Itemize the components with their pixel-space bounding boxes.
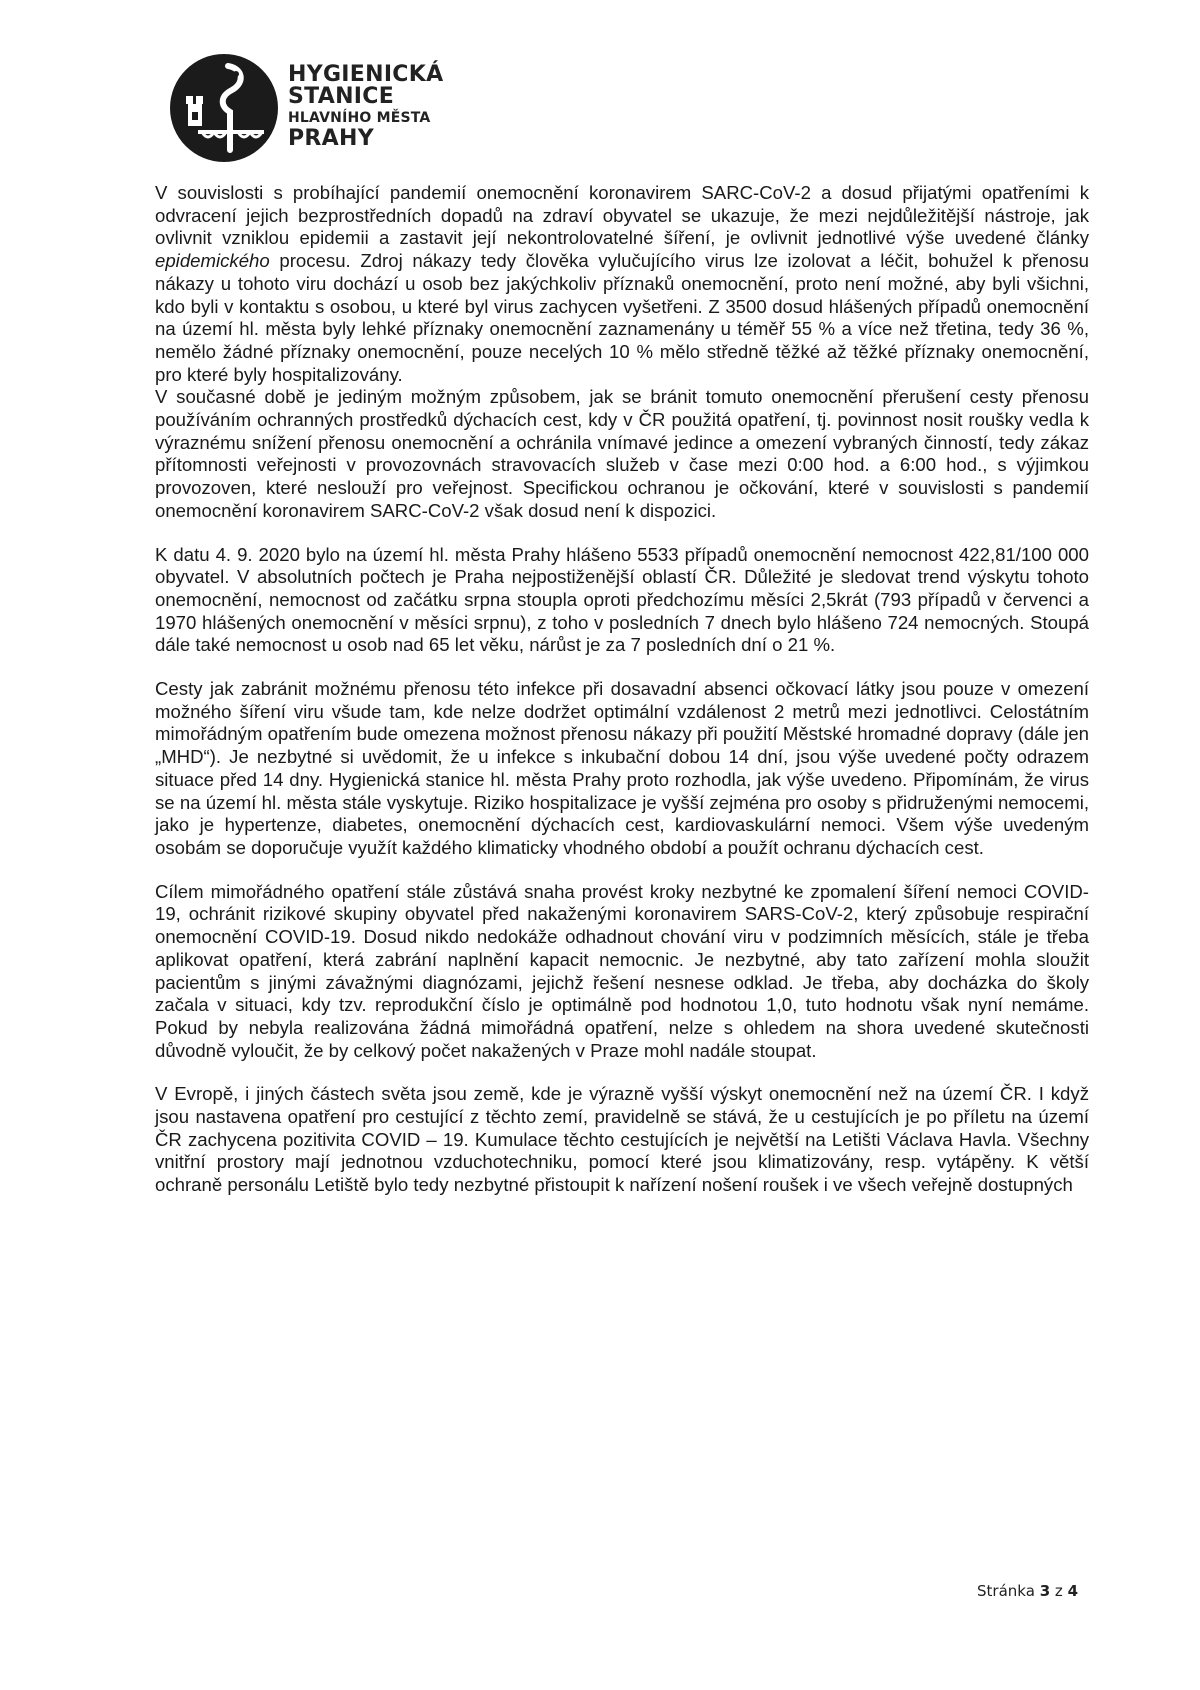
page-label: Stránka [977, 1582, 1035, 1600]
page-number [977, 1582, 1078, 1600]
paragraph: Cílem mimořádného opatření stále zůstává snaha provést kroky nezbytné ke zpomalení šíření nemoci COVID-19, ochránit rizikové skupiny obyvatel před nakaženými koronavirem SARS-CoV-2, který způsobuje respirační onemocnění COVID-19. Dosud nikdo nedokáže odhadnout chování viru v podzimních měsících, stále je třeba aplikovat opatření, která zabrání naplnění kapacit nemocnic. Je nezbytné, aby tato zařízení mohla sloužit pacientům s jinými závažnými diagnózami, jejichž řešení nesnese odklad. Je třeba, aby docházka do školy začala v situaci, kdy tzv. reprodukční číslo je optimálně pod hodnotou 1,0, tuto hodnotu však nyní nemáme. Pokud by nebyla realizována žádná mimořádná opatření, nelze s ohledem na shora uvedené skutečnosti důvodně vyloučit, že by celkový počet nakažených v Praze mohl nadále stoupat. [155, 880, 1089, 1061]
page-separator: z [1054, 1582, 1063, 1600]
paragraph-emphasis: epidemického [155, 250, 270, 272]
logo-line-3: HLAVNÍHO MĚSTA [288, 110, 431, 126]
logo-line-2: STANICE [288, 84, 395, 109]
page-total: 4 [1067, 1582, 1078, 1600]
paragraph [155, 182, 1089, 386]
paragraph-text: procesu. Zdroj nákazy tedy člověka vylučujícího virus lze izolovat a léčit, bohužel k přenosu nákazy u tohoto viru dochází u osob bez jakýchkoliv příznaků onemocnění, proto není možné, aby byli všichni, kdo byli v kontaktu s osobou, u které byl virus zachycen vyšetřeni. Z 3500 dosud hlášených případů onemocnění na území hl. města byly lehké příznaky onemocnění zaznamenány u téměř 55 % a více než třetina, tedy 36 %, nemělo žádné příznaky onemocnění, pouze necelých 10 % mělo středně těžké až těžké příznaky onemocnění, pro které byly hospitalizovány. [155, 250, 1089, 385]
logo-line-1: HYGIENICKÁ [288, 62, 444, 87]
paragraph: Cesty jak zabránit možnému přenosu této infekce při dosavadní absenci očkovací látky jsou pouze v omezení možného šíření viru všude tam, kde nelze dodržet optimální vzdálenost 2 metrů mezi jednotlivci. Celostátním mimořádným opatřením bude omezena možnost přenosu nákazy při použití Městské hromadné dopravy (dále jen „MHD“). Je nezbytné si uvědomit, že u infekce s inkubační dobou 14 dní, jsou výše uvedené počty odrazem situace před 14 dny. Hygienická stanice hl. města Prahy proto rozhodla, jak výše uvedeno. Připomínám, že virus se na území hl. města stále vyskytuje. Riziko hospitalizace je vyšší zejména pro osoby s přidruženými nemocemi, jako je hypertenze, diabetes, onemocnění dýchacích cest, kardiovaskulární nemoci. Všem výše uvedeným osobám se doporučuje využít každého klimaticky vhodného období a použít ochranu dýchacích cest. [155, 678, 1089, 858]
paragraph: K datu 4. 9. 2020 bylo na území hl. města Prahy hlášeno 5533 případů onemocnění nemocnost 422,81/100 000 obyvatel. V absolutních počtech je Praha nejpostiženější oblastí ČR. Důležité je sledovat trend výskytu tohoto onemocnění, nemocnost od začátku srpna stoupla oproti předchozímu měsíci 2,5krát (793 případů v červenci a 1970 hlášených onemocnění v měsíci srpnu), z toho v posledních 7 dnech bylo hlášeno 724 nemocných. Stoupá dále také nemocnost u osob nad 65 let věku, nárůst je za 7 posledních dní o 21 %. [155, 543, 1089, 656]
hygiene-station-logo [168, 44, 468, 174]
logo-wordmark [288, 64, 443, 150]
document-body [155, 182, 1089, 1197]
logo-line-4: PRAHY [288, 126, 374, 151]
page-current: 3 [1039, 1582, 1051, 1600]
paragraph-text: V souvislosti s probíhající pandemií onemocnění koronavirem SARC-CoV-2 a dosud přijatými opatřeními k odvracení jejich bezprostředních dopadů na zdraví obyvatel se ukazuje, že mezi nejdůležitější nástroje, jak ovlivnit vzniklou epidemii a zastavit její nekontrolovatelné šíření, je ovlivnit jednotlivé výše uvedené články [155, 182, 1089, 249]
paragraph: V Evropě, i jiných částech světa jsou země, kde je výrazně vyšší výskyt onemocnění než na území ČR. I když jsou nastavena opatření pro cestující z těchto zemí, pravidelně se stává, že u cestujících je po příletu na území ČR zachycena pozitivita COVID – 19. Kumulace těchto cestujících je největší na Letišti Václava Havla. Všechny vnitřní prostory mají jednotnou vzduchotechniku, pomocí které jsou klimatizovány, resp. vytápěny. K větší ochraně personálu Letiště bylo tedy nezbytné přistoupit k nařízení nošení roušek i ve všech veřejně dostupných [155, 1083, 1089, 1196]
paragraph: V současné době je jediným možným způsobem, jak se bránit tomuto onemocnění přerušení cesty přenosu používáním ochranných prostředků dýchacích cest, kdy v ČR použitá opatření, tj. povinnost nosit roušky vedla k výraznému snížení přenosu onemocnění a ochránila vnímavé jedince a omezení vybraných činností, tedy zákaz přítomnosti veřejnosti v provozovnách stravovacích služeb v čase mezi 0:00 hod. a 6:00 hod., s výjimkou provozoven, které neslouží pro veřejnost. Specifickou ochranou je očkování, které v souvislosti s pandemií onemocnění koronavirem SARC-CoV-2 však dosud není k dispozici. [155, 386, 1089, 521]
prague-emblem-icon [168, 52, 280, 164]
